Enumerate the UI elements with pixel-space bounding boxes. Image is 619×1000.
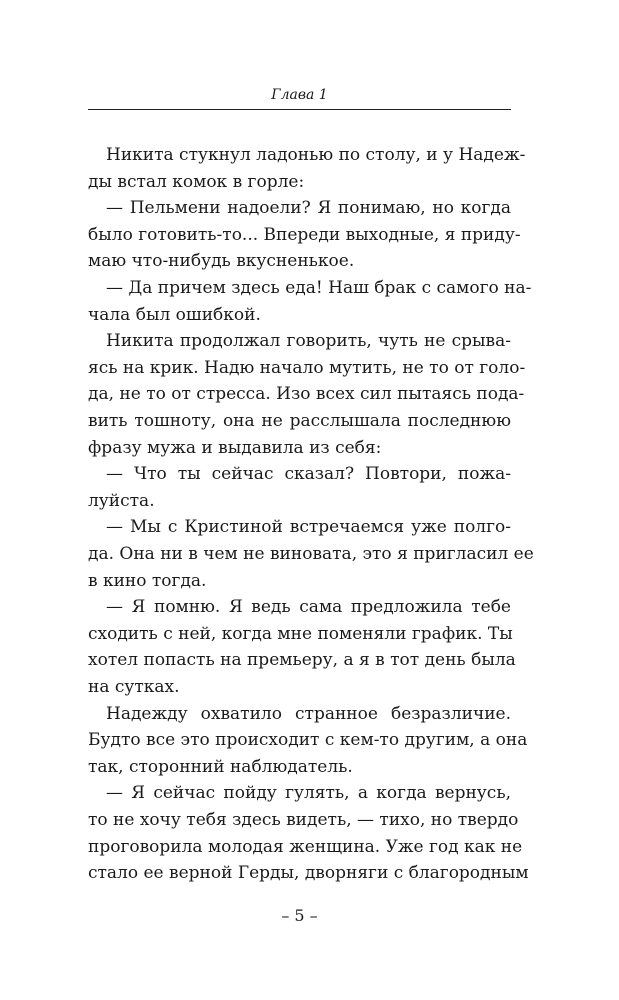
text-line: чала был ошибкой. <box>88 304 261 325</box>
text-line: — Пельмени надоели? Я понимаю, но когда <box>106 198 511 219</box>
text-line: — Мы с Кристиной встречаемся уже полго- <box>106 517 511 538</box>
text-line: было готовить-то... Впереди выходные, я приду- <box>88 224 521 245</box>
text-line: на сутках. <box>88 677 180 697</box>
text-line: — Я сейчас пойду гулять, а когда вернусь, <box>106 783 511 804</box>
text-line: фразу мужа и выдавила из себя: <box>88 437 382 458</box>
text-line: да. Она ни в чем не виновата, это я пригласил ее <box>88 544 534 564</box>
text-line: стало ее верной Герды, дворняги с благородным <box>88 863 529 884</box>
text-line: ды встал комок в горле: <box>88 171 305 192</box>
text-line: Никита продолжал говорить, чуть не срыва- <box>106 331 511 352</box>
text-line: — Да причем здесь еда! Наш брак с самого на- <box>106 278 532 298</box>
text-line: да, не то от стресса. Изо всех сил пытаясь пода- <box>88 384 525 405</box>
text-line: то не хочу тебя здесь видеть, — тихо, но твердо <box>88 810 519 830</box>
text-line: так, сторонний наблюдатель. <box>88 756 353 777</box>
text-line: маю что-нибудь вкусненькое. <box>88 251 355 272</box>
text-line: ясь на крик. Надю начало мутить, не то от голо- <box>88 357 526 378</box>
text-line: вить тошноту, она не расслышала последнюю <box>88 411 511 431</box>
text-line: хотел попасть на премьеру, а я в тот день была <box>88 650 516 671</box>
text-line: в кино тогда. <box>88 570 207 591</box>
text-line: луйста. <box>88 490 155 511</box>
text-line: Надежду охватило странное безразличие. <box>106 703 511 724</box>
running-head: Глава 1 <box>271 87 328 103</box>
text-line: — Что ты сейчас сказал? Повтори, пожа- <box>106 464 511 485</box>
text-line: Будто все это происходит с кем-то другим, а она <box>88 730 528 751</box>
header-rule <box>88 109 511 110</box>
text-line: проговорила молодая женщина. Уже год как не <box>88 836 523 857</box>
page-number: – 5 – <box>281 906 318 925</box>
text-line: — Я помню. Я ведь сама предложила тебе <box>106 597 511 618</box>
text-line: Никита стукнул ладонью по столу, и у Надеж- <box>106 145 526 165</box>
text-line: сходить с ней, когда мне поменяли график. Ты <box>88 623 513 644</box>
